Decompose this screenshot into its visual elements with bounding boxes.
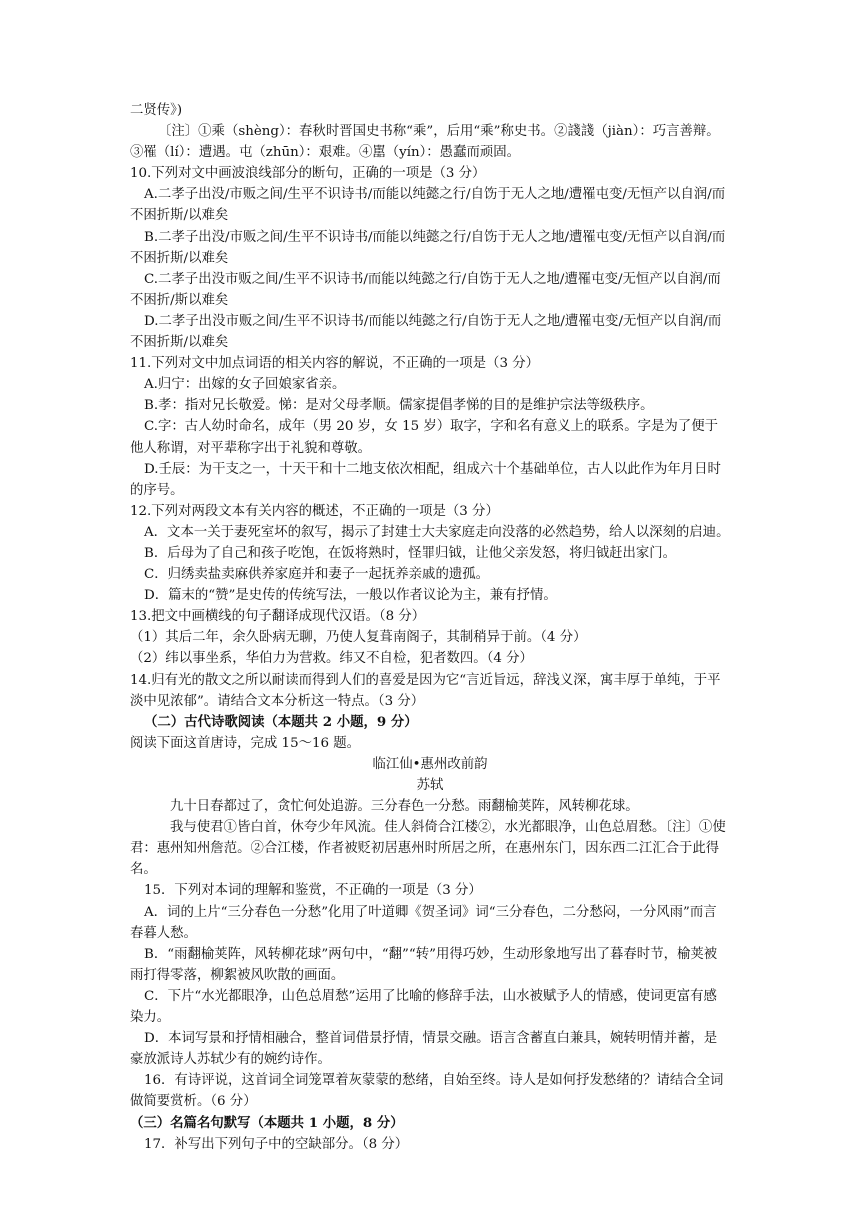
question-13-stem: 13.把文中画横线的句子翻译成现代汉语。（8 分） xyxy=(130,609,426,625)
section-heading-poetry: （二）古代诗歌阅读（本题共 2 小题，9 分） xyxy=(144,713,418,730)
poem-stanza-1: 九十日春都过了，贪忙何处追游。三分春色一分愁。雨翻榆荚阵，风转柳花球。 xyxy=(170,799,639,815)
question-11-option-a: A.归宁：出嫁的女子回娘家省亲。 xyxy=(144,377,346,393)
question-13-item-1: （1）其后二年，余久卧病无聊，乃使人复葺南阁子，其制稍异于前。（4 分） xyxy=(130,630,587,646)
poem-title: 临江仙•惠州改前韵 xyxy=(372,756,488,772)
question-10-option-a: A.二孝子出没/市贩之间/生平不识诗书/而能以纯懿之行/自饬于无人之地/遭罹屯变/无恒产以自润/而不困折斯/以难矣 xyxy=(130,187,726,224)
question-10-stem: 10.下列对文中画波浪线部分的断句，正确的一项是（3 分） xyxy=(130,166,486,182)
annotation-note: 〔注〕①乘（shèng）：春秋时晋国史书称“乘”，后用“乘”称史书。②諓諓（jiàn）：巧言善辩。③罹（lí）：遭遇。屯（zhūn）：艰难。④嚚（yín）：愚蠢而顽固。 xyxy=(130,124,720,161)
question-11-stem: 11.下列对文中加点词语的相关内容的解说，不正确的一项是（3 分） xyxy=(130,356,540,372)
question-12-stem: 12.下列对两段文本有关内容的概述，不正确的一项是（3 分） xyxy=(130,503,499,519)
question-15-option-d: D．本词写景和抒情相融合，整首词借景抒情，情景交融。语言含蓄直白兼具，婉转明情并蓄，是豪放派诗人苏轼少有的婉约诗作。 xyxy=(130,1031,718,1068)
question-12-option-c: C．归绣卖盐卖麻供养家庭并和妻子一起抚养亲戚的遗孤。 xyxy=(144,567,490,583)
question-12-option-d: D．篇末的“赞”是史传的传统写法，一般以作者议论为主，兼有抒情。 xyxy=(144,588,557,604)
poem-stanza-2-with-notes: 我与使君①皆白首，休夸少年风流。佳人斜倚合江楼②，水光都眼净，山色总眉愁。〔注〕①使君：惠州知州詹范。②合江楼，作者被贬初居惠州时所居之所，在惠州东门，因东西二江汇合于此得名。 xyxy=(130,820,726,878)
question-10-option-b: B.二孝子出没/市贩之间/生平不识诗书/而能以纯懿之行/自饬于无人之地/遭罹屯变/无恒产以自润/而不困折斯/以难矣 xyxy=(130,229,726,266)
question-13-item-2: （2）纬以事坐系，华伯力为营救。纬又不自检，犯者数四。（4 分） xyxy=(130,651,533,667)
question-11-option-b: B.孝：指对兄长敬爱。悌：是对父母孝顺。儒家提倡孝悌的目的是维护宗法等级秩序。 xyxy=(144,398,654,414)
document-page xyxy=(130,100,730,1155)
question-11-option-d: D.壬辰：为干支之一，十天干和十二地支依次相配，组成六十个基础单位，古人以此作为年月日时的序号。 xyxy=(130,461,721,498)
section-heading-recitation: （三）名篇名句默写（本题共 1 小题，8 分） xyxy=(130,1114,404,1131)
question-10-option-c: C.二孝子出没市贩之间/生平不识诗书/而能以纯懿之行/自饬于无人之地/遭罹屯变/无恒产以自润/而不困折/斯以难矣 xyxy=(130,271,721,308)
question-12-option-b: B．后母为了自己和孩子吃饱，在饭将熟时，怪罪归钺，让他父亲发怒，将归钺赶出家门。 xyxy=(144,545,677,561)
question-16-stem: 16．有诗评说，这首词全词笼罩着灰蒙蒙的愁绪，自始至终。诗人是如何抒发愁绪的？请结合全词做简要赏析。（6 分） xyxy=(130,1073,724,1110)
question-15-option-b: B．“雨翻榆荚阵，风转柳花球”两句中，“翻”“转”用得巧妙，生动形象地写出了暮春时节，榆荚被雨打得零落，柳絮被风吹散的画面。 xyxy=(130,946,718,983)
source-line: 二贤传》) xyxy=(130,103,183,118)
question-15-option-a: A．词的上片“三分春色一分愁”化用了叶道卿《贺圣词》词“三分春色，二分愁闷，一分风雨”而言春暮人愁。 xyxy=(130,904,717,941)
question-15-stem: 15．下列对本词的理解和鉴赏，不正确的一项是（3 分） xyxy=(144,883,482,899)
question-12-option-a: A．文本一关于妻死室坏的叙写，揭示了封建士大夫家庭走向没落的必然趋势，给人以深刻的启迪。 xyxy=(144,524,730,540)
question-10-option-d: D.二孝子出没市贩之间/生平不识诗书/而能以纯懿之行/自饬于无人之地/遭罹屯变/无恒产以自润/而不困折斯/以难矣 xyxy=(130,313,722,351)
question-17-stem: 17．补写出下列句子中的空缺部分。（8 分） xyxy=(144,1136,409,1152)
question-14-stem: 14.归有光的散文之所以耐读而得到人们的喜爱是因为它“言近旨远，辞浅义深，寓丰厚于单纯，于平淡中见浓郁”。请结合文本分析这一特点。（3 分） xyxy=(130,672,721,709)
poetry-instruction: 阅读下面这首唐诗，完成 15～16 题。 xyxy=(130,735,361,751)
question-11-option-c: C.字：古人幼时命名，成年（男 20 岁，女 15 岁）取字，字和名有意义上的联系。字是为了便于他人称谓，对平辈称字出于礼貌和尊敬。 xyxy=(130,419,718,456)
poem-author: 苏轼 xyxy=(416,778,444,793)
question-15-option-c: C．下片“水光都眼净，山色总眉愁”运用了比喻的修辞手法，山水被赋予人的情感，使词更富有感染力。 xyxy=(130,988,717,1026)
